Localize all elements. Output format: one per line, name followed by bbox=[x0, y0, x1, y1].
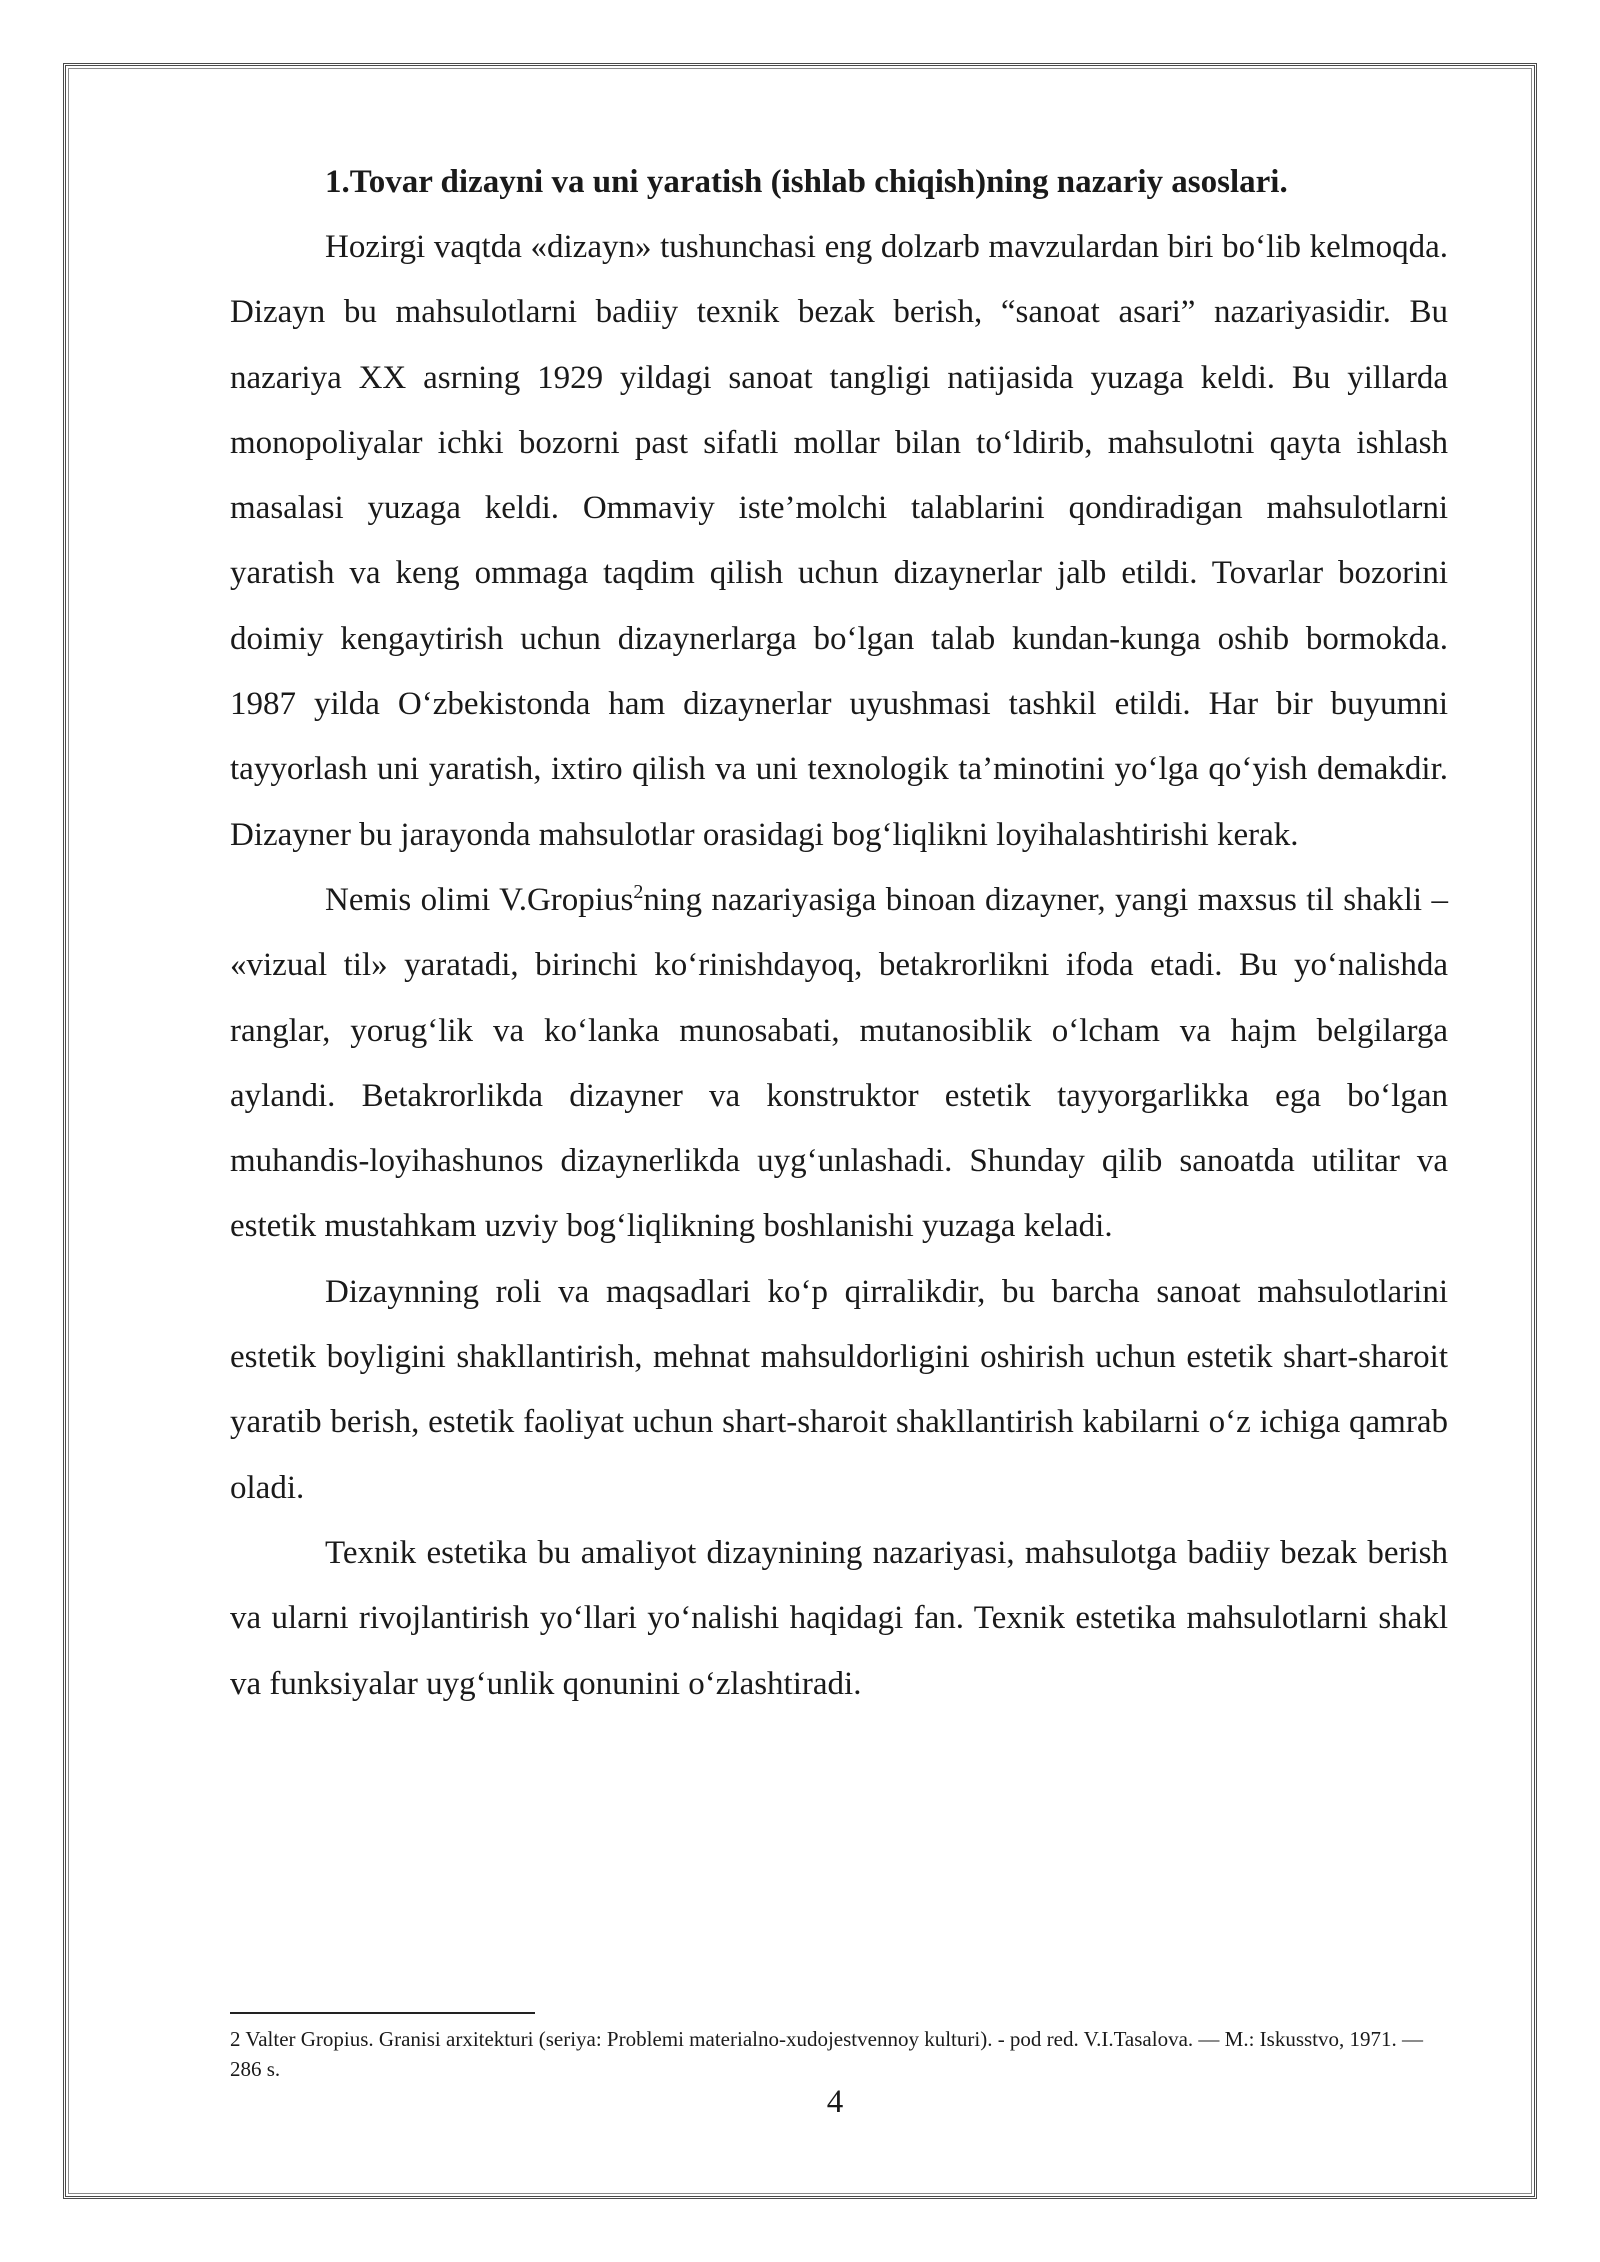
section-heading: 1.Tovar dizayni va uni yaratish (ishlab chiqish)ning nazariy asoslari. bbox=[325, 164, 1288, 200]
page-number: 4 bbox=[826, 2084, 844, 2120]
paragraph-2 bbox=[230, 868, 1448, 1260]
paragraph-2-text-end: ning nazariyasiga binoan dizayner, yangi maxsus til shakli – «vizual til» yaratadi, birinchi ko‘rinishdayoq, betakrorlikni ifoda etadi. Bu yo‘nalishda ranglar, yorug‘lik va ko‘lanka munosabati, mutanosiblik o‘lcham va hajm belgilarga aylandi. Betakrorlikda dizayner va konstruktor estetik tayyorgarlikka ega bo‘lgan muhandis-loyihashunos dizaynerlikda uyg‘unlashadi. Shunday qilib sanoatda utilitar va estetik mustahkam uzviy bog‘liqlikning boshlanishi yuzaga keladi. bbox=[230, 881, 1448, 1245]
paragraph-2-text-start: Nemis olimi V.Gropius bbox=[325, 881, 634, 918]
footnote-separator bbox=[230, 2012, 535, 2014]
paragraph-3: Dizaynning roli va maqsadlari ko‘p qirralikdir, bu barcha sanoat mahsulotlarini estetik boyligini shakllantirish, mehnat mahsuldorligini oshirish uchun estetik shart-sharoit yaratib berish, estetik faoliyat uchun shart-sharoit shakllantirish kabilarni o‘z ichiga qamrab oladi. bbox=[230, 1273, 1448, 1506]
paragraph-1: Hozirgi vaqtda «dizayn» tushunchasi eng dolzarb mavzulardan biri bo‘lib kelmoqda. Dizayn bu mahsulotlarni badiiy texnik bezak berish, “sanoat asari” nazariyasidir. Bu nazariya XX asrning 1929 yildagi sanoat tangligi natijasida yuzaga keldi. Bu yillarda monopoliyalar ichki bozorni past sifatli mollar bilan to‘ldirib, mahsulotni qayta ishlash masalasi yuzaga keldi. Ommaviy iste’molchi talablarini qondiradigan mahsulotlarni yaratish va keng ommaga taqdim qilish uchun dizaynerlar jalb etildi. Tovarlar bozorini doimiy kengaytirish uchun dizaynerlarga bo‘lgan talab kundan-kunga oshib bormokda. 1987 yilda O‘zbekistonda ham dizaynerlar uyushmasi tashkil etildi. Har bir buyumni tayyorlash uni yaratish, ixtiro qilish va uni texnologik ta’minotini yo‘lga qo‘yish demakdir. Dizayner bu jarayonda mahsulotlar orasidagi bog‘liqlikni loyihalashtirishi kerak. bbox=[230, 229, 1448, 853]
document-body bbox=[230, 150, 1448, 1717]
paragraph-4: Texnik estetika bu amaliyot dizaynining nazariyasi, mahsulotga badiiy bezak berish va ularni rivojlantirish yo‘llari yo‘nalishi haqidagi fan. Texnik estetika mahsulotlarni shakl va funksiyalar uyg‘unlik qonunini o‘zlashtiradi. bbox=[230, 1534, 1448, 1702]
footnote: 2 Valter Gropius. Granisi arxitekturi (seriya: Problemi materialno-xudojestvennoy kulturi). - pod red. V.I.Tasalova. — M.: Iskusstvo, 1971. — 286 s. bbox=[230, 2027, 1424, 2081]
footnote-reference[interactable]: 2 bbox=[633, 880, 644, 903]
